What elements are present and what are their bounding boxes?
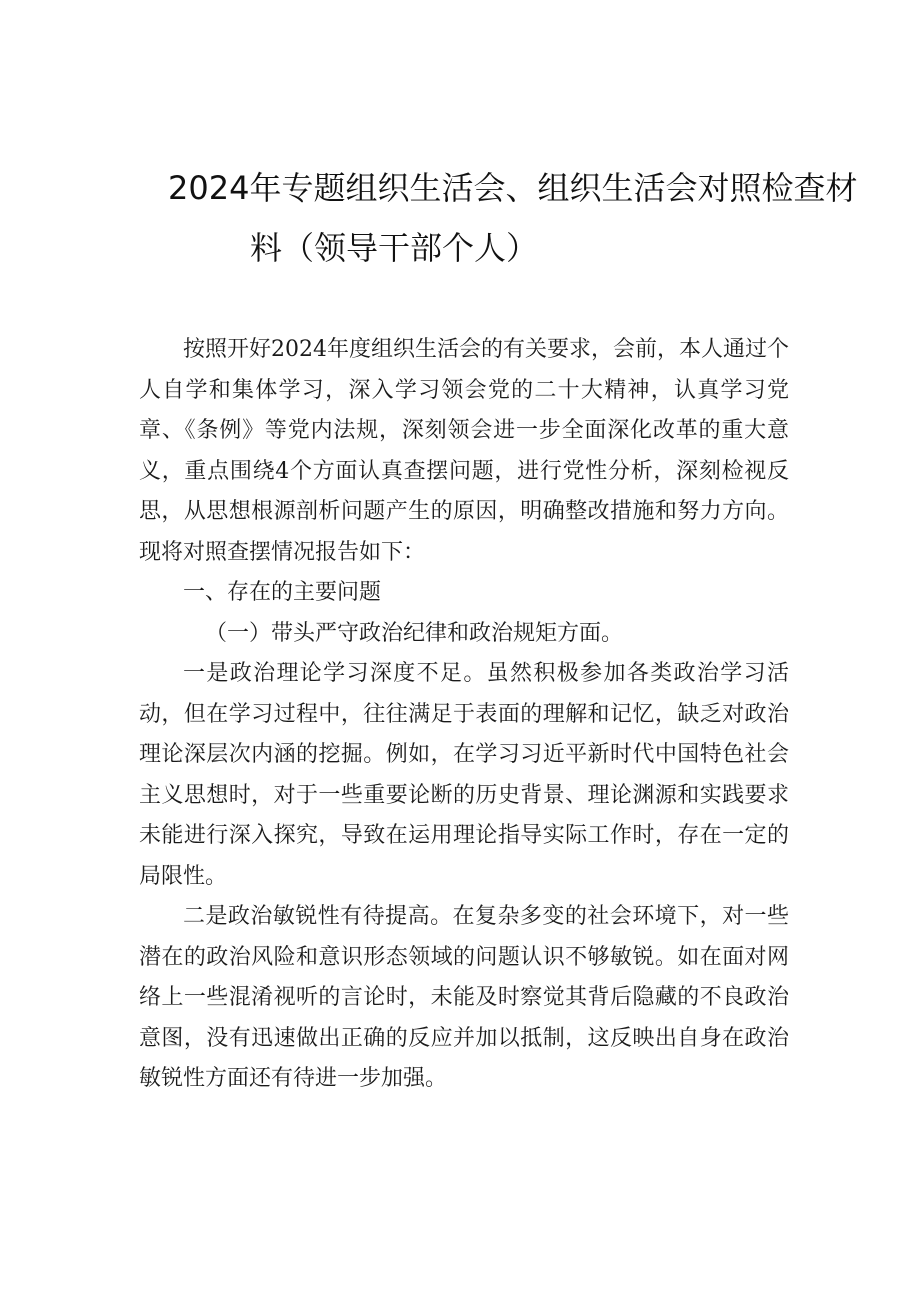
section-heading-problems: 一、存在的主要问题	[183, 580, 382, 605]
intro-paragraph: 按照开好2024年度组织生活会的有关要求，会前，本人通过个人自学和集体学习，深入学习领会党的二十大精神，认真学习党章、《条例》等党内法规，深刻领会进一步全面深化改革的重大意义，重点围绕4个方面认真查摆问题，进行党性分析，深刻检视反思，从思想根源剖析问题产生的原因，明确整改措施和努力方向。现将对照查摆情况报告如下：	[139, 337, 789, 565]
point-paragraph-1: 一是政治理论学习深度不足。虽然积极参加各类政治学习活动，但在学习过程中，往往满足于表面的理解和记忆，缺乏对政治理论深层次内涵的挖掘。例如，在学习习近平新时代中国特色社会主义思想时，对于一些重要论断的历史背景、理论渊源和实践要求未能进行深入探究，导致在运用理论指导实际工作时，存在一定的局限性。	[139, 661, 789, 889]
point-paragraph-2: 二是政治敏锐性有待提高。在复杂多变的社会环境下，对一些潜在的政治风险和意识形态领域的问题认识不够敏锐。如在面对网络上一些混淆视听的言论时，未能及时察觉其背后隐藏的不良政治意图，没有迅速做出正确的反应并加以抵制，这反映出自身在政治敏锐性方面还有待进一步加强。	[139, 904, 789, 1091]
subsection-heading-discipline: （一）带头严守政治纪律和政治规矩方面。	[205, 620, 624, 646]
document-title-line-2: 料（领导干部个人）	[250, 229, 539, 267]
document-title-line-1: 2024年专题组织生活会、组织生活会对照检查材	[168, 169, 858, 207]
document-body	[139, 330, 789, 1100]
